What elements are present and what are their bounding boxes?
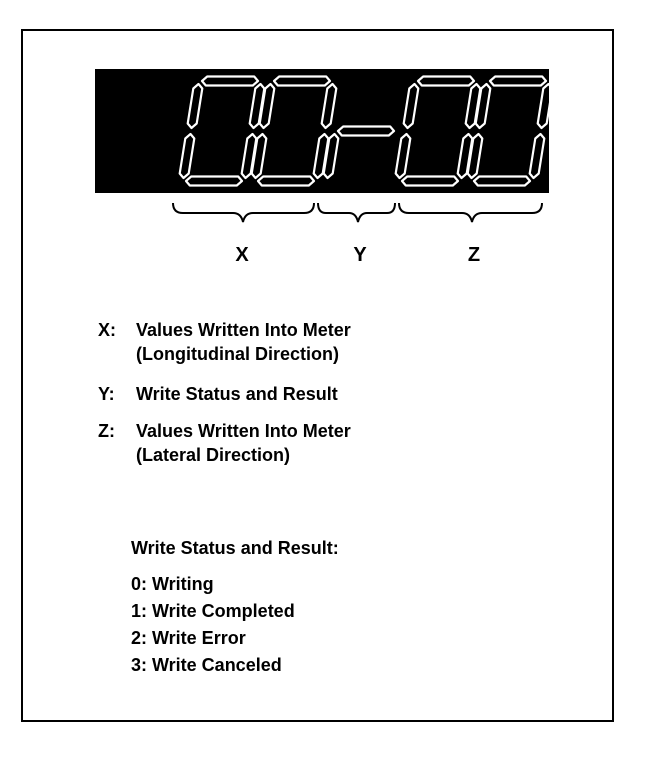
section-label-x: X <box>235 244 249 266</box>
legend-key: Z: <box>98 421 115 441</box>
legend-item-y <box>98 382 338 406</box>
legend-item-x <box>98 318 351 366</box>
status-item: 2: Write Error <box>131 628 246 648</box>
legend-text-line: Write Status and Result <box>136 384 338 404</box>
legend-text-line: Values Written Into Meter <box>136 421 351 441</box>
legend-key: Y: <box>98 384 115 404</box>
brace-z <box>399 203 542 222</box>
status-list <box>131 571 295 679</box>
legend-item-z <box>98 419 351 467</box>
brace-y <box>318 203 395 222</box>
status-title: Write Status and Result: <box>131 538 339 558</box>
section-label-y: Y <box>353 244 367 266</box>
status-item: 1: Write Completed <box>131 601 295 621</box>
status-item: 3: Write Canceled <box>131 655 282 675</box>
legend-text-line: (Lateral Direction) <box>136 445 291 465</box>
legend-key: X: <box>98 320 116 340</box>
brace-x <box>173 203 314 222</box>
status-item: 0: Writing <box>131 574 214 594</box>
section-label-z: Z <box>467 244 481 266</box>
legend-text-line: Values Written Into Meter <box>136 320 351 340</box>
legend-text-line: (Longitudinal Direction) <box>136 344 339 364</box>
